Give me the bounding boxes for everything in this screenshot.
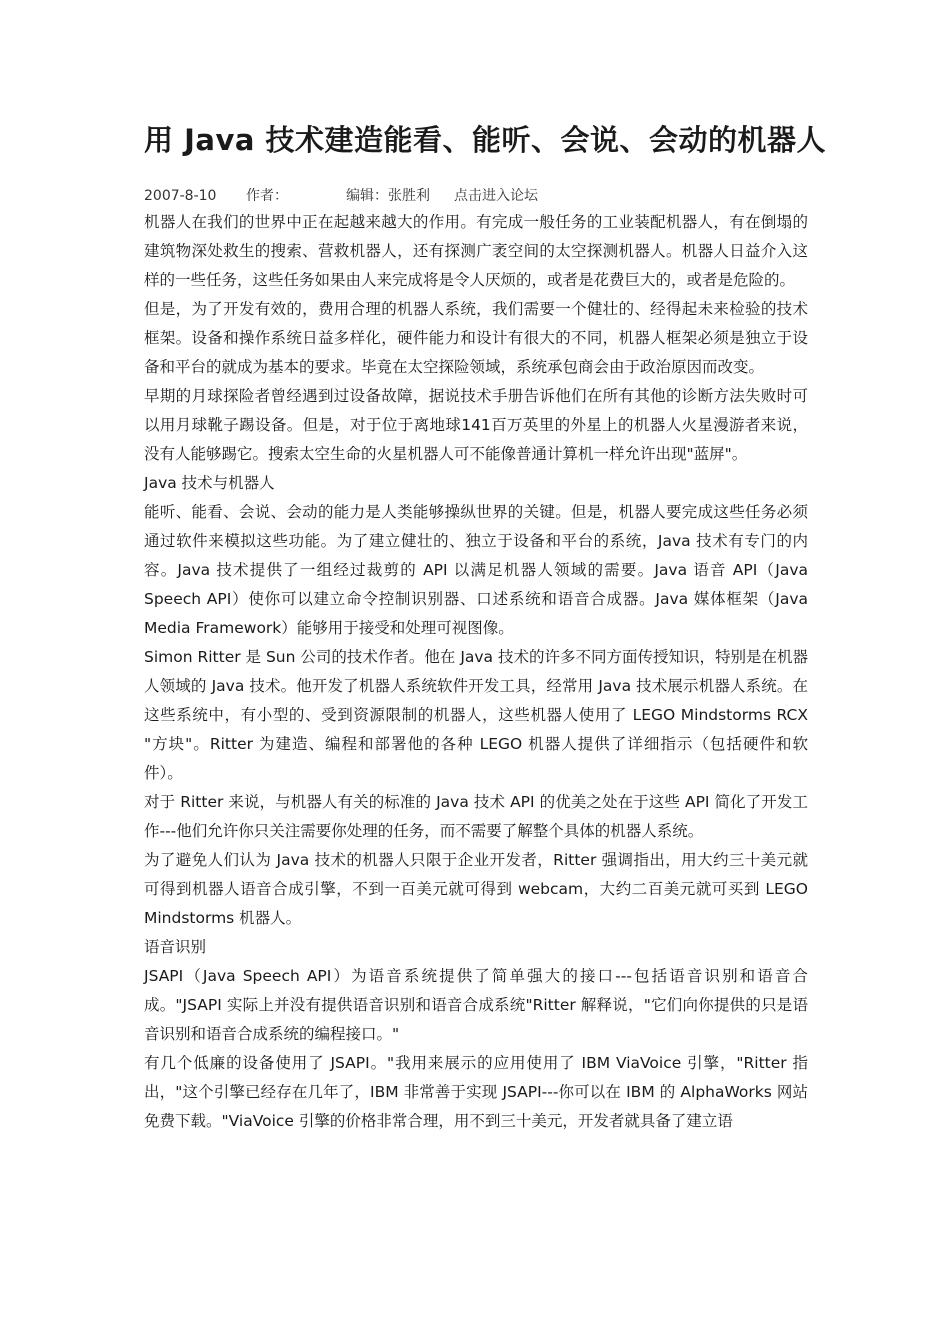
paragraph: 有几个低廉的设备使用了 JSAPI。"我用来展示的应用使用了 IBM ViaVoice 引擎，"Ritter 指出，"这个引擎已经存在几年了，IBM 非常善于实现 JSAPI---你可以在 IBM 的 AlphaWorks 网站免费下载。"ViaVoice 引擎的价格非常合理，用不到三十美元，开发者就具备了建立语 [144,1054,808,1130]
forum-link[interactable]: 点击进入论坛 [454,188,538,204]
article-title: 用 Java 技术建造能看、能听、会说、会动的机器人 [144,123,827,157]
paragraph: 早期的月球探险者曾经遇到过设备故障，据说技术手册告诉他们在所有其他的诊断方法失败时可以用月球靴子踢设备。但是，对于位于离地球141百万英里的外星上的机器人火星漫游者来说，没有人能够踢它。搜索太空生命的火星机器人可不能像普通计算机一样允许出现"蓝屏"。 [144,387,808,463]
paragraph: 为了避免人们认为 Java 技术的机器人只限于企业开发者，Ritter 强调指出，用大约三十美元就可得到机器人语音合成引擎，不到一百美元就可得到 webcam，大约二百美元就可买到 LEGO Mindstorms 机器人。 [144,851,808,927]
article-body [144,208,808,1136]
article [144,118,827,1136]
section-heading: Java 技术与机器人 [144,474,275,492]
paragraph: 但是，为了开发有效的，费用合理的机器人系统，我们需要一个健壮的、经得起未来检验的技术框架。设备和操作系统日益多样化，硬件能力和设计有很大的不同，机器人框架必须是独立于设备和平台的就成为基本的要求。毕竟在太空探险领域，系统承包商会由于政治原因而改变。 [144,300,808,376]
paragraph: 能听、能看、会说、会动的能力是人类能够操纵世界的关键。但是，机器人要完成这些任务必须通过软件来模拟这些功能。为了建立健壮的、独立于设备和平台的系统，Java 技术有专门的内容。Java 技术提供了一组经过裁剪的 API 以满足机器人领域的需要。Java 语音 API（Java Speech API）使你可以建立命令控制识别器、口述系统和语音合成器。Java 媒体框架（Java Media Framework）能够用于接受和处理可视图像。 [144,503,808,637]
paragraph: JSAPI（Java Speech API）为语音系统提供了简单强大的接口---包括语音识别和语音合成。"JSAPI 实际上并没有提供语音识别和语音合成系统"Ritter 解释说，"它们向你提供的只是语音识别和语音合成系统的编程接口。" [144,967,808,1043]
paragraph: 对于 Ritter 来说，与机器人有关的标准的 Java 技术 API 的优美之处在于这些 API 简化了开发工作---他们允许你只关注需要你处理的任务，而不需要了解整个具体的机器人系统。 [144,793,808,840]
article-meta [144,185,808,207]
editor-label: 编辑：张胜利 [346,188,430,204]
section-heading: 语音识别 [144,938,207,956]
paragraph: 机器人在我们的世界中正在起越来越大的作用。有完成一般任务的工业装配机器人，有在倒塌的建筑物深处救生的搜索、营救机器人，还有探测广袤空间的太空探测机器人。机器人日益介入这样的一些任务，这些任务如果由人来完成将是令人厌烦的，或者是花费巨大的，或者是危险的。 [144,213,808,289]
author-label: 作者： [246,188,288,204]
paragraph: Simon Ritter 是 Sun 公司的技术作者。他在 Java 技术的许多不同方面传授知识，特别是在机器人领域的 Java 技术。他开发了机器人系统软件开发工具，经常用 Java 技术展示机器人系统。在这些系统中，有小型的、受到资源限制的机器人，这些机器人使用了 LEGO Mindstorms RCX "方块"。Ritter 为建造、编程和部署他的各种 LEGO 机器人提供了详细指示（包括硬件和软件）。 [144,648,808,782]
publish-date: 2007-8-10 [144,188,217,204]
